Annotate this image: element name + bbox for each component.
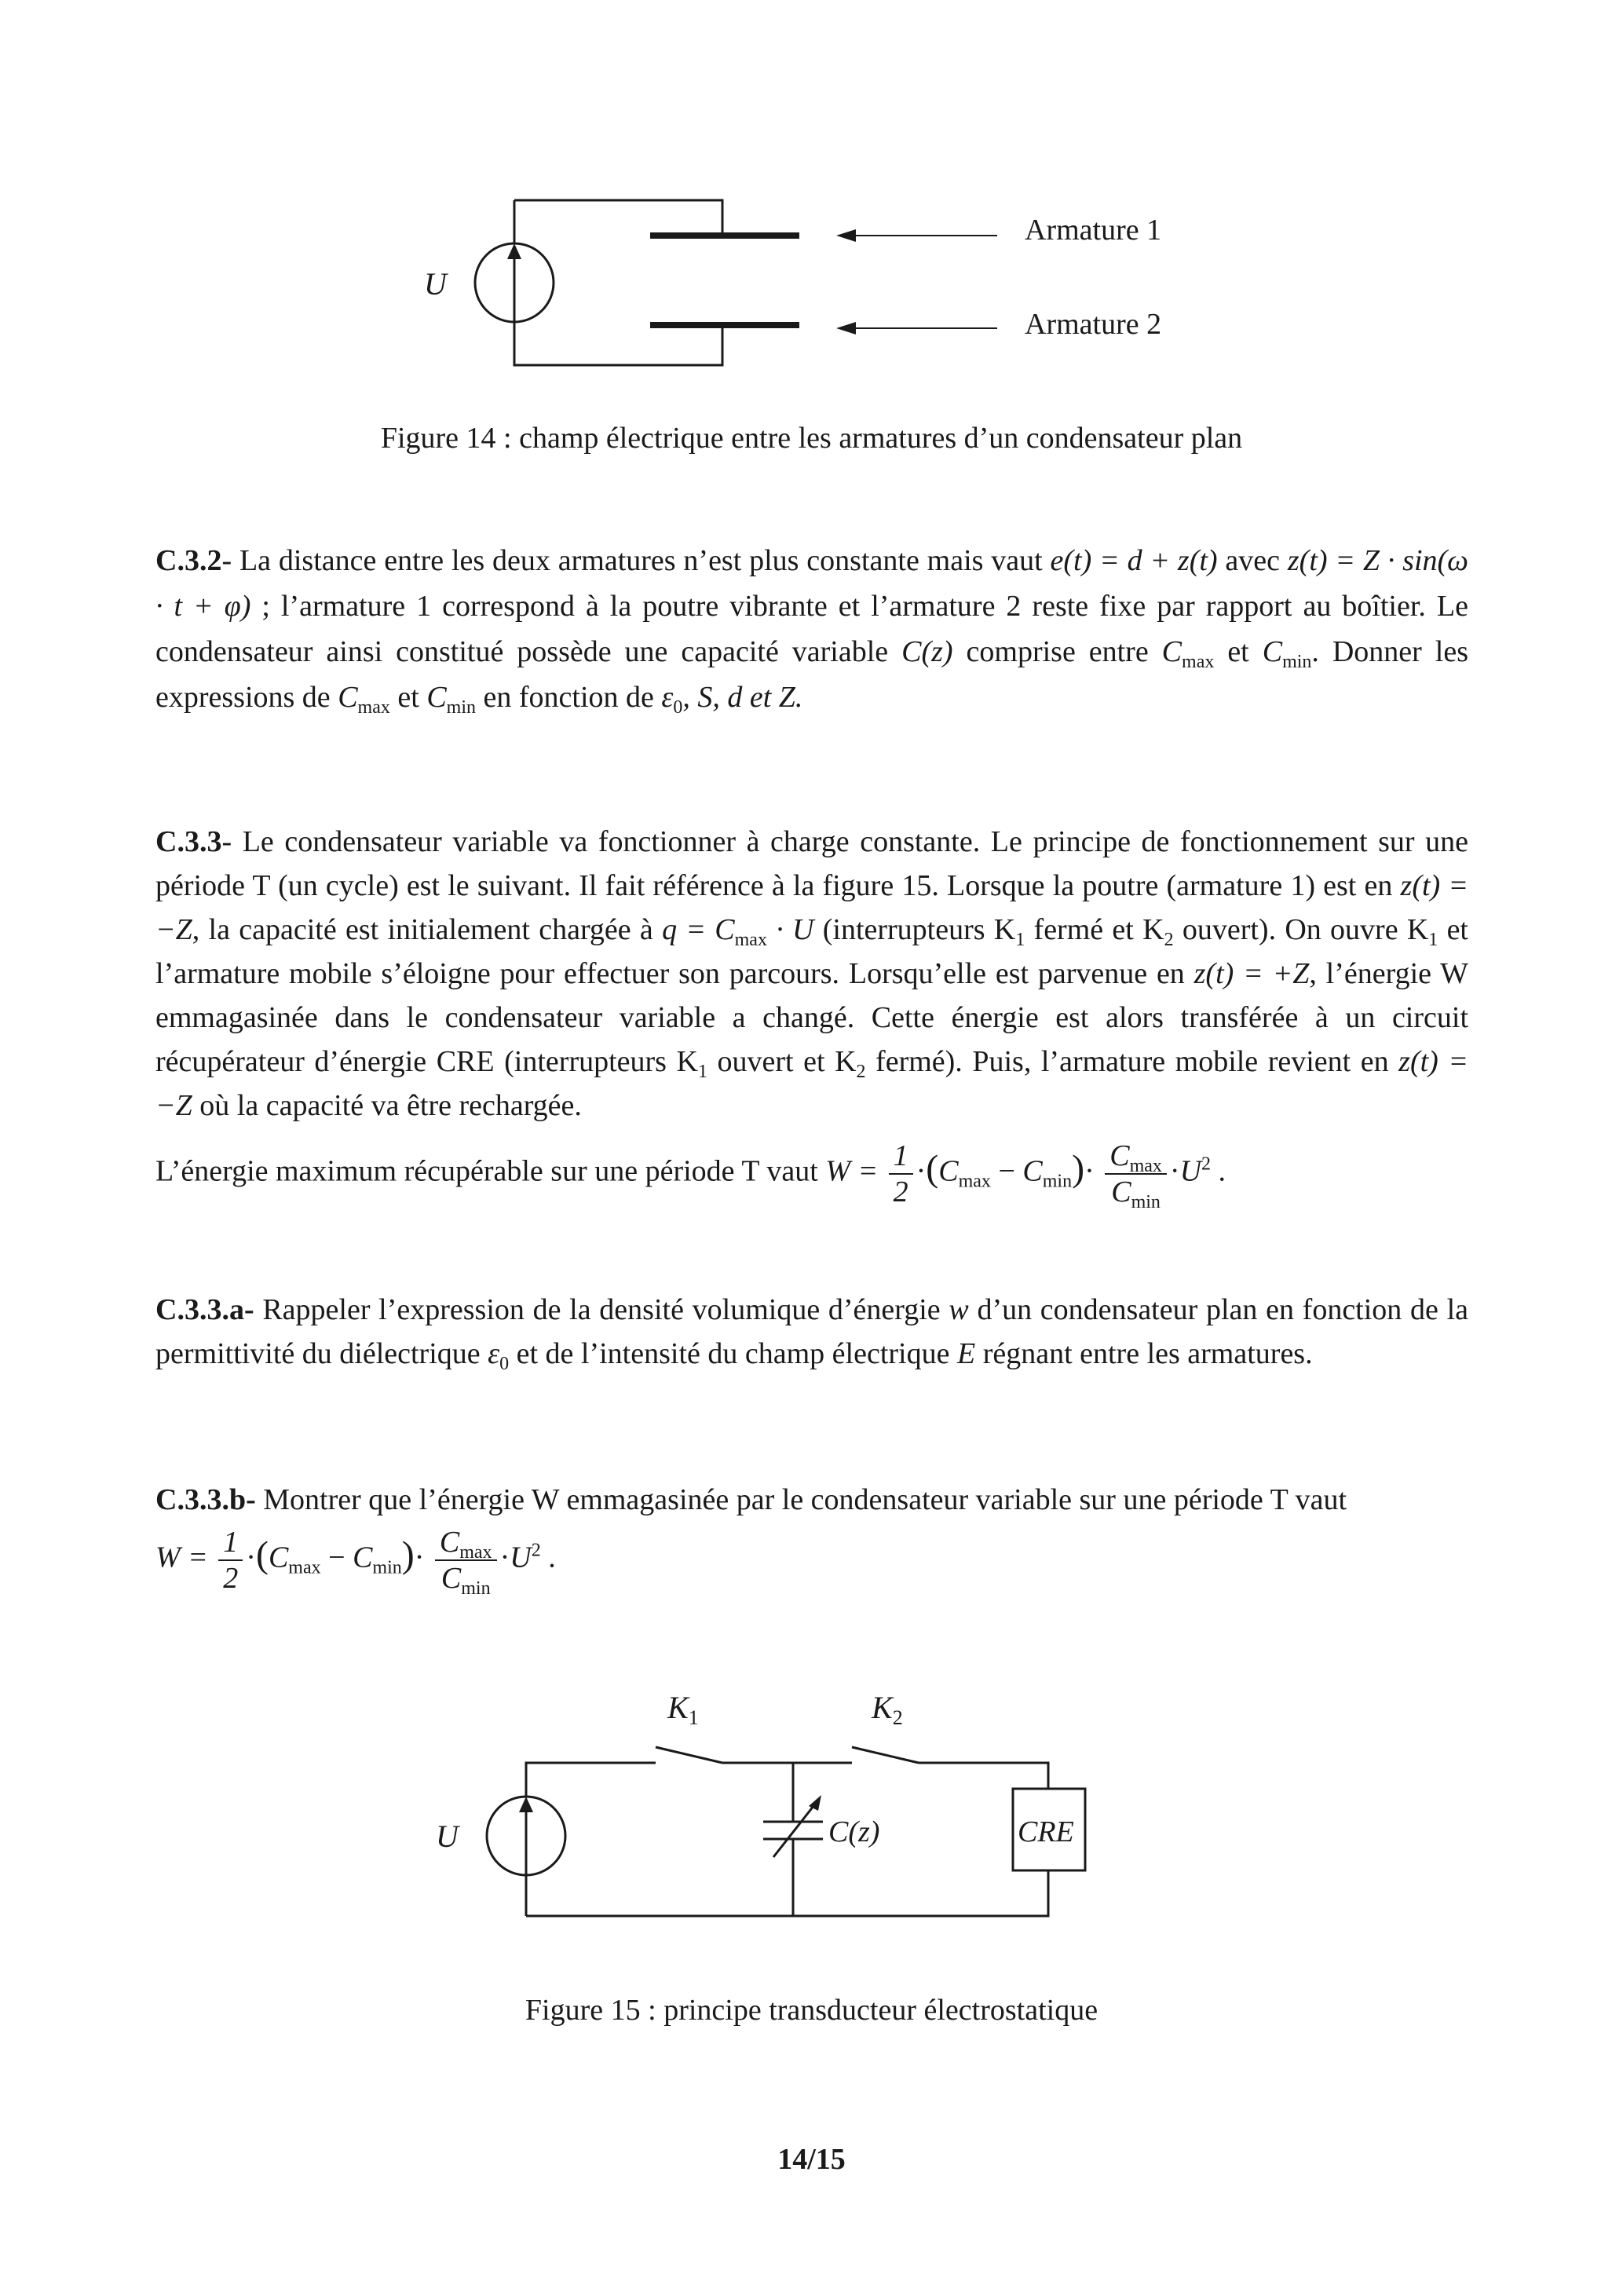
- figure-14-caption: Figure 14 : champ électrique entre les armatures d’un condensateur plan: [380, 422, 1243, 455]
- figure-14-diagram: [0, 0, 1623, 408]
- figure-15-caption: Figure 15 : principe transducteur électrostatique: [525, 1994, 1098, 2027]
- equation: z(t) = Z · sin(ω · t + φ): [155, 544, 1469, 623]
- page-number: 14/15: [777, 2143, 846, 2176]
- section-c33b: C.3.3.b- Montrer que l’énergie W emmagasinée par le condensateur variable sur une période T vaut W = $\frac{1}{2}$ $\cdot(C_{max} - C_{min})\cdot$ $\frac{C_{max}}{C_{min}}$ $\cdot U^2$ .: [155, 1483, 1347, 1599]
- section-id: C.3.2: [155, 544, 222, 577]
- section-c33: C.3.3- Le condensateur variable va fonctionner à charge constante. Le principe de fonctionnement sur une période T (un cycle) est le suivant. Il fait référence à la figure 15. Lorsque la poutre (armature 1) est en z(t) = −Z, la capacité est initialement chargée à $q = C_{max} \cdot U$ (interrupteurs $K_1$ fermé et $K_2$ ouvert). On ouvre $K_1$ et l’armature mobile s’éloigne pour effectuer son parcours. Lorsqu’elle est parvenue en z(t) = +Z, l’énergie W emmagasinée dans le condensateur variable a changé. Cette énergie est alors transférée à un circuit récupérateur d’énergie CRE (interrupteurs $K_1$ ouvert et $K_2$ fermé). Puis, l’armature mobile revient en z(t) = −Z où la capacité va être rechargée. L’énergie maximum récupérable sur une période T vaut W = $\frac{1}{2}$ $\cdot(C_{max} - C_{min})\cdot$ $\frac{C_{max}}{C_{min}}$ $\cdot U^2$ .: [155, 825, 1469, 1212]
- armature-2-label: Armature 2: [1025, 308, 1162, 341]
- armature-2-plate: [650, 322, 799, 328]
- armature-1-plate: [650, 232, 799, 239]
- source-label-u: U: [424, 266, 447, 302]
- switch-k1[interactable]: [656, 1747, 722, 1763]
- section-id: C.3.3.b-: [155, 1483, 256, 1516]
- k1-label: $K_1$: [667, 1690, 699, 1729]
- section-id: C.3.3: [155, 825, 222, 858]
- section-c33a: C.3.3.a- Rappeler l’expression de la densité volumique d’énergie w d’un condensateur plan en fonction de la permittivité du diélectrique $\varepsilon_0$ et de l’intensité du champ électrique E régnant entre les armatures.: [155, 1293, 1468, 1374]
- figure-15-diagram: [0, 1665, 1623, 1963]
- equation: C(z): [901, 635, 953, 668]
- switch-k2[interactable]: [852, 1747, 919, 1763]
- k2-label: $K_2$: [872, 1690, 903, 1729]
- equation: e(t) = d + z(t): [1050, 544, 1218, 577]
- armature-1-label: Armature 1: [1025, 214, 1162, 247]
- section-id: C.3.3.a-: [155, 1293, 254, 1326]
- source-label-u: U: [436, 1819, 459, 1854]
- cre-label: CRE: [1018, 1815, 1074, 1848]
- capacitor-label: C(z): [828, 1815, 880, 1848]
- variable-capacitor-arrow: [773, 1802, 817, 1857]
- section-c32: C.3.2- La distance entre les deux armatures n’est plus constante mais vaut e(t) = d + z(t) avec z(t) = Z · sin(ω · t + φ) ; l’armature 1 correspond à la poutre vibrante et l’armature 2 reste fixe par rapport au boîtier. Le condensateur ainsi constitué possède une capacité variable C(z) comprise entre $C_{max}$ et $C_{min}$. Donner les expressions de $C_{max}$ et $C_{min}$ en fonction de $\varepsilon_0$, S, d et Z.: [155, 544, 1469, 718]
